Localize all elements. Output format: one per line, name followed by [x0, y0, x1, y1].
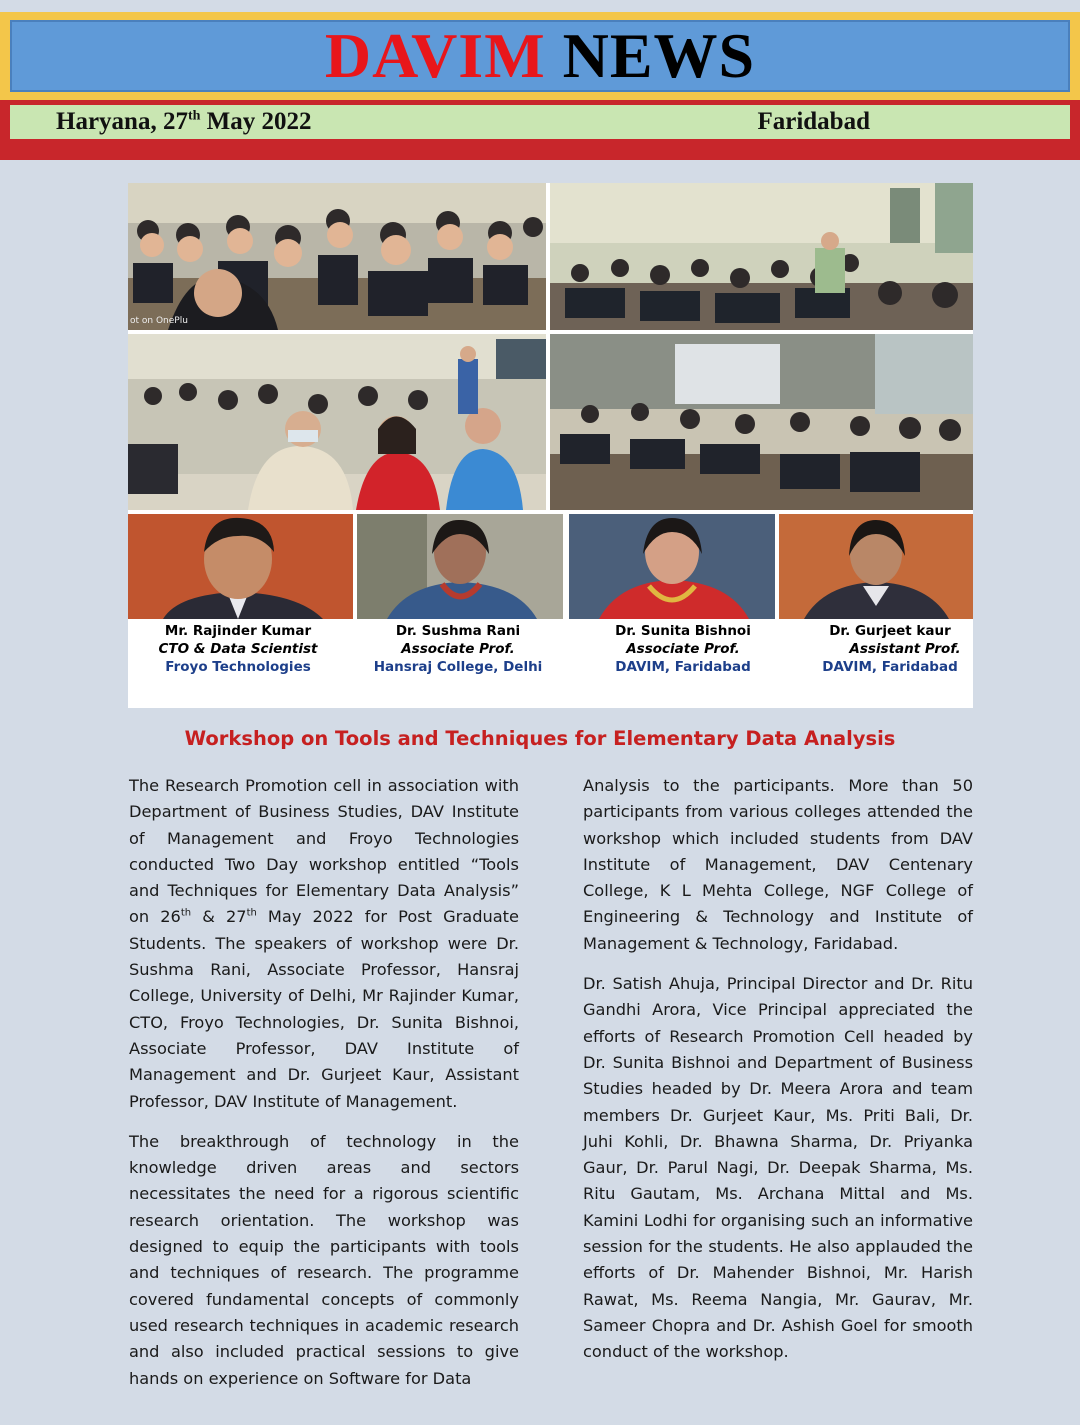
dateline-border: [0, 100, 1080, 160]
portrait-sushma-rani: [357, 514, 563, 619]
article-column-right: [583, 773, 973, 1380]
speaker-org: Hansraj College, Delhi: [373, 659, 543, 675]
classroom-photo-3: [128, 334, 546, 510]
speaker-name: Mr. Rajinder Kumar: [164, 623, 312, 639]
portrait-rajinder-kumar: [128, 514, 353, 619]
classroom-photo-2: [550, 183, 973, 330]
classroom-photo-4: [550, 334, 973, 510]
masthead-title: [324, 20, 756, 91]
speaker-name: Dr. Sushma Rani: [395, 623, 521, 639]
article-paragraph-1: The Research Promotion cell in association with Department of Business Studies, DAV Institute of Management and Froyo Technologies conducted Two Day workshop entitled “Tools and Techniques for Elementary Data Analysis” on 26th & 27th May 2022 for Post Graduate Students. The speakers of workshop were Dr. Sushma Rani, Associate Professor, Hansraj College, University of Delhi, Mr Rajinder Kumar, CTO, Froyo Technologies, Dr. Sunita Bishnoi, Associate Professor, DAV Institute of Management and Dr. Gurjeet Kaur, Assistant Professor, DAV Institute of Management.: [129, 776, 519, 1111]
speaker-role: CTO & Data Scientist: [158, 641, 318, 657]
speaker-role: Associate Prof.: [401, 641, 515, 657]
speaker-org: DAVIM, Faridabad: [822, 659, 958, 675]
portrait-sunita-bishnoi: [569, 514, 775, 619]
speaker-role: Associate Prof.: [626, 641, 740, 657]
dateline-bar: [10, 105, 1070, 139]
speaker-caption-2: [348, 622, 568, 676]
article-paragraph-3: Analysis to the participants. More than 50 participants from various colleges attended the workshop which included students from DAV Institute of Management, DAV Centenary College, K L Mehta College, NGF College of Engineering & Technology and Institute of Management & Technology, Faridabad.: [583, 776, 973, 953]
portrait-gurjeet-kaur: [779, 514, 973, 619]
dateline-city: Faridabad: [757, 108, 870, 135]
speaker-caption-3: [573, 622, 793, 676]
article-paragraph-2: The breakthrough of technology in the knowledge driven areas and sectors necessitates the need for a rigorous scientific research orientation. The workshop was designed to equip the participants with tools and techniques of research. The programme covered fundamental concepts of commonly used research techniques in academic research and also included practical sessions to give hands on experience on Software for Data: [129, 1131, 519, 1388]
speaker-caption-1: [128, 622, 348, 676]
article-column-left: [129, 773, 519, 1406]
masthead-title-davim: DAVIM: [324, 20, 546, 91]
article-headline: Workshop on Tools and Techniques for Elementary Data Analysis: [184, 727, 896, 750]
article-paragraph-4: Dr. Satish Ahuja, Principal Director and Dr. Ritu Gandhi Arora, Vice Principal appreciated the efforts of Research Promotion Cell headed by Dr. Sunita Bishnoi and Department of Business Studies headed by Dr. Meera Arora and team members Dr. Gurjeet Kaur, Ms. Priti Bali, Dr. Juhi Kohli, Dr. Bhawna Sharma, Dr. Priyanka Gaur, Dr. Parul Nagi, Dr. Deepak Sharma, Ms. Ritu Gautam, Ms. Archana Mittal and Ms. Kamini Lodhi for organising such an informative session for the students. He also applauded the efforts of Dr. Mahender Bishnoi, Mr. Harish Rawat, Ms. Reema Nangia, Mr. Gaurav, Mr. Sameer Chopra and Dr. Ashish Goel for smooth conduct of the workshop.: [583, 974, 973, 1362]
speaker-org: DAVIM, Faridabad: [615, 659, 751, 675]
speaker-org: Froyo Technologies: [165, 659, 311, 675]
masthead-banner: [10, 20, 1070, 92]
masthead-title-news: NEWS: [562, 20, 756, 91]
speaker-caption-4: [780, 622, 1000, 676]
speaker-role: Assistant Prof.: [849, 641, 961, 657]
dateline-date: Haryana, 27th May 2022: [56, 108, 312, 135]
masthead-border: [0, 12, 1080, 100]
classroom-photo-1: [128, 183, 546, 330]
svg-text:ot on OnePlu: ot on OnePlu: [130, 316, 188, 326]
speaker-name: Dr. Gurjeet kaur: [829, 623, 951, 639]
speaker-name: Dr. Sunita Bishnoi: [615, 623, 751, 639]
